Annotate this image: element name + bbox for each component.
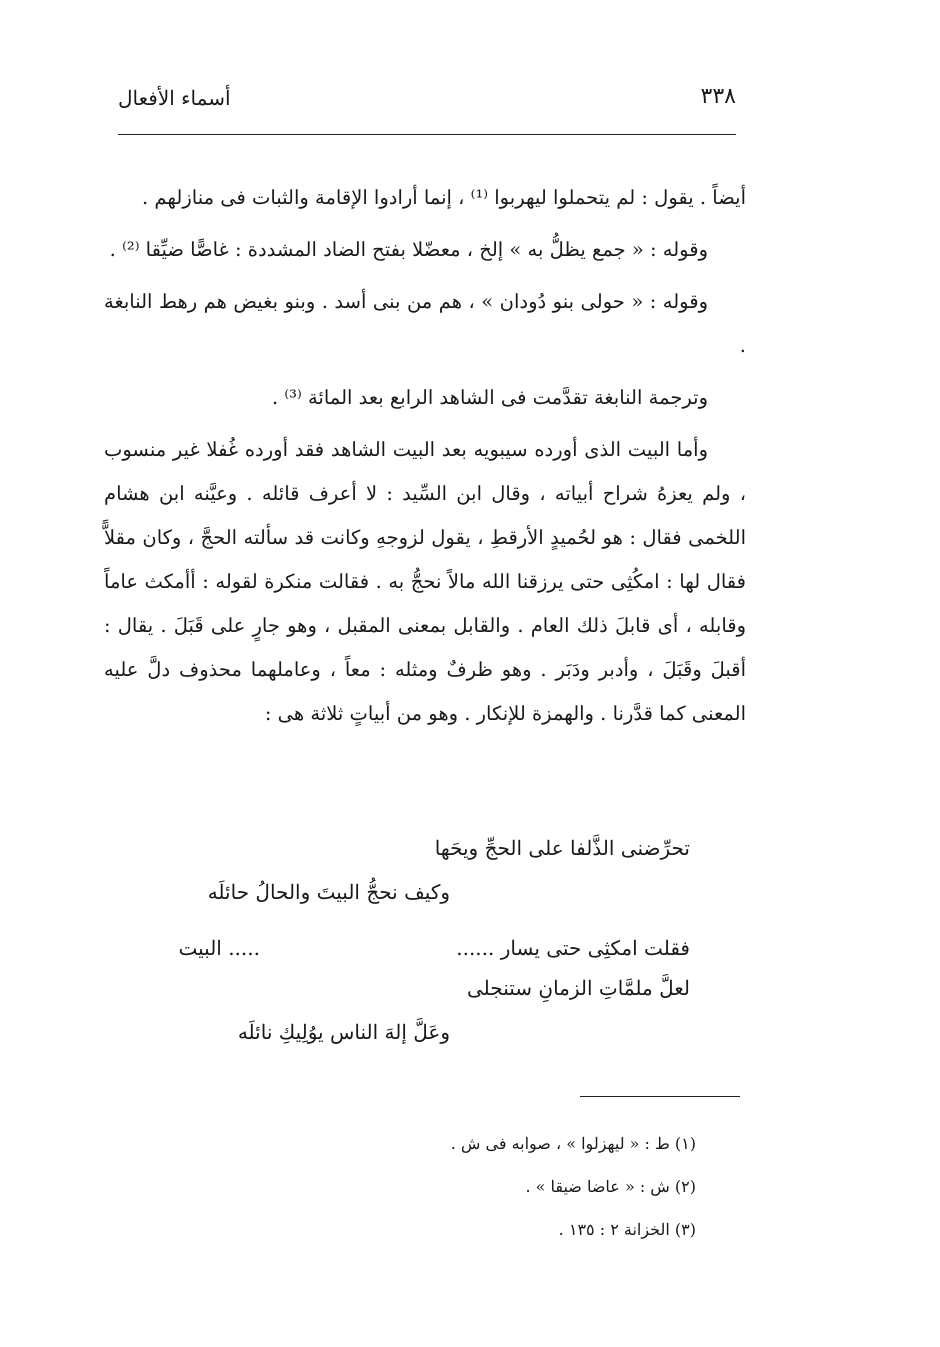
footnote-rule <box>580 1096 740 1097</box>
footnote: (٢) ش : « عاضا ضيقا » . <box>525 1177 696 1196</box>
page-header <box>118 84 736 124</box>
footnotes <box>256 1122 696 1251</box>
verse-line: وعَلَّ إلهَ الناس يوُلِيكِ نائلَه <box>237 1020 450 1044</box>
verse-line: ..... البيت <box>178 936 260 960</box>
running-title: أسماء الأفعال <box>118 86 231 110</box>
paragraph: وقوله : « جمع يظلُّ به » إلخ ، معضّلا بفتح الضاد المشددة : غاصًّا ضيِّقا ⁽²⁾ . <box>109 238 708 261</box>
paragraph: وترجمة النابغة تقدَّمت فى الشاهد الرابع بعد المائة ⁽³⁾ . <box>271 386 708 409</box>
verse-line: تحرِّضنى الذَّلفا على الحجِّ ويحَها <box>434 836 690 860</box>
verse-line: فقلت امكثِى حتى يسار ...... <box>456 936 690 960</box>
paragraph: وأما البيت الذى أورده سيبويه بعد البيت الشاهد فقد أورده غُفلا غير منسوب ، ولم يعزهُ شراح أبياته ، وقال ابن السِّيد : لا أعرف قائله . وعيَّنه ابن هشام اللخمى فقال : هو لحُميدٍ الأرقطِ ، يقول لزوجهِ وكانت قد سألته الحجَّ ، وكان مقلاًّ فقال لها : امكُثِى حتى يرزقنا الله مالاً نحجُّ به . فقالت منكرة لقوله : أأمكث عاماً وقابله ، أى قابلَ ذلك العام . والقابل بمعنى المقبل ، وهو جارٍ على قَبَلَ . يقال : أقبلَ وقَبَلَ ، وأدبر ودَبَر . وهو ظرفٌ ومثله : معاً ، وعاملهما محذوف دلَّ عليه المعنى كما قدَّرنا . والهمزة للإنكار . وهو من أبياتٍ ثلاثة هى : <box>104 438 746 725</box>
verse-line: وكيف نحجُّ البيتَ والحالُ حائلَه <box>207 880 450 904</box>
paragraph: وقوله : « حولى بنو دُودان » ، هم من بنى أسد . وبنو بغيض هم رهط النابغة . <box>104 290 746 357</box>
paragraph: أيضاً . يقول : لم يتحملوا ليهربوا ⁽¹⁾ ، إنما أرادوا الإقامة والثبات فى منازلهم . <box>142 186 746 209</box>
footnote: (١) ط : « ليهزلوا » ، صوابه فى ش . <box>450 1134 696 1153</box>
page-number: ٣٣٨ <box>700 84 736 109</box>
main-text <box>104 176 746 736</box>
verse-line: لعلَّ ملمَّاتِ الزمانِ ستنجلى <box>467 976 690 1000</box>
footnote: (٣) الخزانة ٢ : ١٣٥ . <box>558 1220 696 1239</box>
header-rule <box>118 134 736 135</box>
